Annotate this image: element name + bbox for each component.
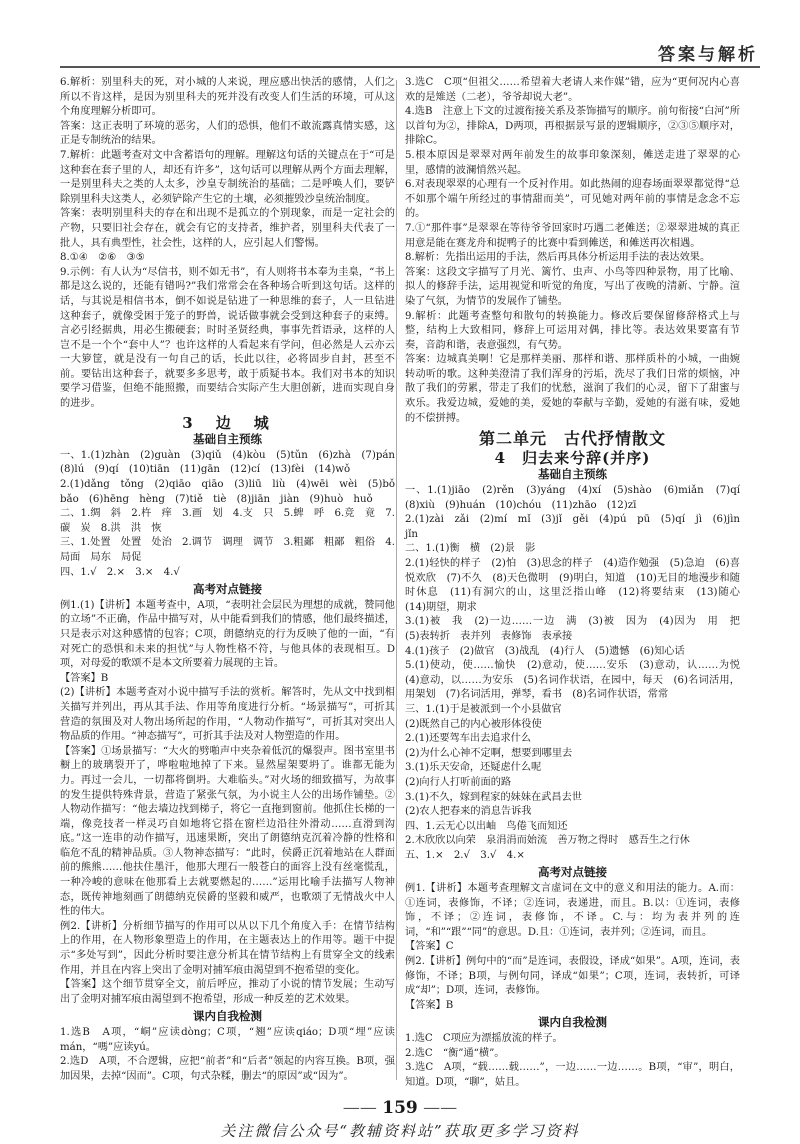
right-column — [405, 76, 751, 1090]
answer-paragraph: 3.选C A项，“载……载……”，一边……一边……。B项，“审”，明白，知道。D项，“聊”，姑且。 — [405, 1062, 740, 1088]
unit-title: 第二单元 古代抒情散文 — [478, 429, 666, 449]
right-answers — [405, 76, 740, 426]
answer-paragraph: 例1.【讲析】本题考查理解文言虚词在文中的意义和用法的能力。A.而：①连词，表修饰，不译；②连词，表递进，而且。B.以：①连词，表修饰，不译；②连词，表修饰，不译。C.与：均为表并列的连词，“和”“跟”“同”的意思。D.且：①连词，表并列；②连词，而且。 — [405, 883, 740, 938]
answer-paragraph: 5.根本原因是翠翠对两年前发生的故事印象深刻，傩送走进了翠翠的心里，感情的波澜悄然兴起。 — [405, 149, 740, 176]
answer-paragraph: 7.①“那件事”是翠翠在等待爷爷回家时巧遇二老傩送；②翠翠进城的真正用意是能在赛龙舟和捉鸭子的比赛中看到傩送，和傩送再次相遇。 — [405, 222, 740, 249]
lesson-title: 4 归去来兮辞(并序) — [494, 448, 651, 467]
left-column — [60, 76, 406, 1084]
lesson-title: 3 边 城 — [182, 413, 273, 432]
answer-paragraph: 例2.【讲析】分析细节描写的作用可以从以下几个角度入手：在情节结构上的作用，在人物形象塑造上的作用，在主题表达上的作用等。题干中提示“多处写到”，因此分析时要注意分析其在情节结构上有贯穿全文的线索作用，并且在内容上突出了金明对捕军痕由渴望到不抱希望的变化。 — [60, 920, 395, 976]
section-heading: 高考对点链接 — [193, 582, 262, 597]
answer-paragraph: 三、1.处置 处置 处治 2.调节 调理 调节 3.粗鄙 粗鄙 粗俗 4.局面 局东 局促 — [60, 537, 395, 563]
answer-paragraph: 2.木欣欣以向荣 泉涓涓而始流 善万物之得时 感吾生之行休 — [405, 835, 690, 847]
section-heading: 课内自我检测 — [538, 1015, 607, 1030]
section-heading: 课内自我检测 — [193, 1009, 262, 1024]
left-answers — [60, 76, 395, 412]
left-exam-links — [60, 599, 395, 1008]
right-exam-links — [405, 882, 740, 1013]
answer-paragraph: 6.解析：别里科夫的死，对小城的人来说，理应感出快活的感情，人们之所以不肯这样，是因为别里科夫的死并没有改变人们生活的环境，可从这个角度理解分析即可。 — [60, 77, 395, 118]
answer-paragraph: 9.示例：有人认为“尽信书，则不如无书”，有人则将书本奉为圭臬，“书上都是这么说的，还能有错吗?”我们常常会在各种场合听到这句话。这样的话，与其说是相信书本，倒不如说是钻进了一种思维的套子，人一旦钻进这种套子，就像受困于笼子的野兽，说话做事就会受到这种套子的束缚。言必引经据典，用必生搬硬套；时时圣贤经典，事事先哲语录，这样的人岂不是一个个“套中人”？也许这样的人看起来有学问，但必然是人云亦云一大箩筐，就是没有一句自己的话，长此以往，必将固步自封，甚至不前。要钻出这种套子，就要多多思考，敢于质疑书本。我们对书本的知识要学习借鉴，但绝不能照搬，而要结合实际产生大胆创新，进而实现自身的进步。 — [60, 266, 395, 410]
answer-paragraph: (2)【讲析】本题考查对小说中描写手法的赏析。解答时，先从文中找到相关描写并列出，再从其手法、作用等角度进行分析。“场景描写”，可折其营造的氛围及对人物出场所起的作用，“人物动作描写”，可折其对突出人物品质的作用。“神态描写”，可折其手法及对人物塑造的作用。 — [60, 687, 395, 743]
answer-paragraph: 例2.【讲析】例句中的“而”是连词，表假设，译成“如果”。A项，连词，表修饰，不译；B项，与例句同，译成“如果”；C项，连词，表转折，可译成“却”；D项，连词，表修饰。 — [405, 956, 740, 997]
answer-paragraph: 一、1.(1)zhàn (2)guàn (3)qiǔ (4)kòu (5)tǔn (6)zhà (7)pán (8)lú (9)qí (10)tiān (11)gān (12)cí (13)fèi (14)wǒ — [60, 449, 406, 476]
left-self-check — [60, 1026, 395, 1084]
answer-paragraph: (2)既然自己的内心被形体役使 — [405, 718, 542, 730]
answer-paragraph: 3.(1)乐天安命，还疑虑什么呢 — [405, 762, 542, 774]
answer-paragraph: 4.(1)孩子 (2)做官 (3)战乱 (4)行人 (5)遗憾 (6)知心话 — [405, 645, 685, 657]
answer-paragraph: 三、1.(1)于是被派到一个小县做官 — [405, 703, 562, 715]
page-header — [0, 0, 800, 74]
answer-paragraph: 答案：表明别里科夫的存在和出现不是孤立的个别现象，而是一定社会的产物，只要旧社会存在，就会有它的支持者，维护者，别里科夫代表了一批人，具有典型性，社会性，这样的人，应引起人们警惕。 — [60, 208, 395, 249]
answer-paragraph: 答案：这段文字描写了月光、篱竹、虫声、小鸟等四种景物，用了比喻、拟人的修辞手法，运用视觉和听觉的角度，写出了夜晚的清新、宁静。渲染了气氛，为情节的发展作了铺垫。 — [405, 266, 740, 307]
page-number-value: 159 — [382, 1098, 418, 1118]
answer-paragraph: (2)向行人打听前面的路 — [405, 776, 512, 788]
answer-paragraph: 2.选D A项，不合逻辑，应把“前者”和“后者”领起的内容互换。B项，强加因果，去掉“因而”。C项，句式杂糅，删去“的原因”或“因为”。 — [60, 1056, 395, 1082]
answer-paragraph: 一、1.(1)jiāo (2)rěn (3)yáng (4)xí (5)shào (6)miǎn (7)qí (8)xiù (9)huán (10)chóu (11)zhāo (12)zī — [405, 485, 751, 511]
right-self-check — [405, 1032, 740, 1090]
answer-paragraph: 1.选B A项，“峒”应读dòng；C项，“翘”应读qiáo；D项“埋”应读mán，“嗎”应读yú。 — [60, 1027, 395, 1053]
left-basic-practice — [60, 449, 406, 580]
header-title: 答案与解析 — [658, 45, 758, 65]
answer-paragraph: 【答案】B — [405, 999, 454, 1011]
answer-paragraph: 6.对表现翠翠的心理有一个反衬作用。如此热闹的迎春场面翠翠都觉得“总不如那个端午所经过的事情甜而美”，可见她对两年前的事情是念念不忘的。 — [405, 179, 740, 220]
answer-paragraph: 二、1.(1)衡 横 (2)景 影 — [405, 543, 536, 555]
answer-paragraph: 【答案】①场景描写：“大火的劈啪声中夹杂着低沉的爆裂声。图书室里书橱上的玻璃裂开了，哗啦啦地掉了下来。显然屋架要坍了。谁都无能为力。再过一会儿，一切都将倒坍。大难临头。”对火场的细致描写，为故事的发生提供特殊背景，营造了紧张气氛，为小说主人公的出场作铺垫。②人物动作描写：“他去墙边找到梯子，将它一直拖到窗前。他抓住长梯的一端，像竞技者一样灵巧自如地将它搭在窗栏边沿往外滑动……直滑到沟底。”这一连串的动作描写，迅速果断，突出了朗德纳克沉着冷静的性格和临危不乱的精神品质。③人物神态描写：“此时，侯爵正沉着地站在人群面前的熊熊……他扶住墨汗，他那大理石一般苍白的面容上没有丝毫慌乱，一种冷峻的意味在他那看上去就要燃起的……”运用比喻手法描写人物神态，既传神地刻画了朗德纳克侯爵的坚毅和威严，也歌颂了无情战火中人性的伟大。 — [60, 745, 395, 918]
answer-paragraph: 五、1.× 2.√ 3.√ 4.× — [405, 849, 525, 861]
answer-paragraph: 2.(1)轻快的样子 (2)怕 (3)思念的样子 (4)造作勉强 (5)急迫 (6)喜悦欢欣 (7)不久 (8)天色微明 (9)明白，知道 (10)无目的地漫步和随时休息 (11)有洞穴的山，这里泛指山峰 (12)将要结束 (13)随心 (14)期望，期求 — [405, 558, 751, 613]
answer-paragraph: 5.(1)使动，使……愉快 (2)意动，使……安乐 (3)意动，认……为悦 (4)意动，以……为安乐 (5)名词作状语，在园中，每天 (6)名词活用，用架划 (7)名词活用，弹琴，看书 (8)名词作状语，常常 — [405, 660, 751, 701]
section-heading: 基础自主预练 — [193, 432, 262, 447]
answer-paragraph: 答案：这正表明了环境的恶劣，人们的恐惧，他们不敢流露真情实感，这正是专制统治的结果。 — [60, 120, 395, 147]
section-heading: 基础自主预练 — [538, 467, 607, 482]
header-rule — [60, 66, 760, 68]
answer-paragraph: 二、1.绸 斜 2.杵 痒 3.画 划 4.支 只 5.蜱 呼 6.竞 竟 7.碳 炭 8.洪 洪 恢 — [60, 508, 395, 534]
answer-paragraph: 2.(1)还要驾车出去追求什么 — [405, 733, 532, 745]
answer-paragraph: 例1.(1)【讲析】本题考查中，A项，“表明社会层民为理想的成就，赞同他的立场”不正确，作品中描写对，从中能看到我们的情感，他们最终描述，只是表示对这种感情的包容；C项，朗德纳克的行为反映了他的一面，“有对死亡的恐惧和未来的担忧”与人物性格不符，与他具体的表现相互。D项，对母爱的歌颂不是本文所要着力展现的主旨。 — [60, 599, 395, 670]
answer-paragraph: 4.选B 注意上下文的过渡衔接关系及茶饰描写的顺序。前句衔接“白河”所以首句为②，排除A，D两项，再根据景写景的逻辑顺序，②③⑤顺序对，排除C。 — [405, 106, 740, 147]
answer-paragraph: 【答案】B — [60, 672, 109, 684]
page-number: —— 159 —— — [342, 1098, 458, 1118]
right-basic-practice — [405, 484, 751, 863]
answer-paragraph: 四、1.云无心以出岫 鸟倦飞而知还 — [405, 820, 568, 832]
answer-paragraph: 四、1.√ 2.× 3.× 4.√ — [60, 566, 180, 578]
answer-paragraph: 3.(1)不久，嫁到程家的妹妹在武昌去世 — [405, 791, 582, 803]
answer-paragraph: 3.(1)被 我 (2)一边……一边 满 (3)被 因为 (4)因为 用 把 (5)表转折 表并列 表修饰 表承接 — [405, 616, 751, 642]
answer-paragraph: 【答案】C — [405, 941, 454, 953]
answer-paragraph: 7.解析：此题考查对文中含蓄语句的理解。理解这句话的关键点在于“可是这种套在套子里的人，却还有许多”，这句话可以理解从两个方面去理解，一是别里科夫之类的人太多，沙皇专制统治的基础；二是呼唤人们，要铲除别里科夫这类人，必须铲除产生它的土壤，必须摧毁沙皇统治制度。 — [60, 149, 395, 205]
answer-paragraph: (2)农人把春来的消息告诉我 — [405, 806, 532, 818]
answer-paragraph: 2.(1)dǎng tǒng (2)qiāo qiāo (3)liū liù (4)wēi wèi (5)bǒ bǎo (6)hēng hèng (7)tiě tiè (8)jiān jiàn (9)huò huǒ — [60, 479, 406, 505]
section-heading: 高考对点链接 — [538, 865, 607, 880]
answer-paragraph: 2.选C “衡”通“横”。 — [405, 1047, 505, 1059]
answer-paragraph: 【答案】这个细节贯穿全文，前后呼应，推动了小说的情节发展；生动写出了金明对捕军痕由渴望到不抱希望，形成一种反差的艺术效果。 — [60, 979, 395, 1005]
answer-paragraph: 答案：边城真美啊！它是那样美丽、那样和谐、那样质朴的小城，一曲婉转动听的歌。这种美澄清了我们浑身的污垢，洗尽了我们日常的烦恼，冲散了我们的劳累，带走了我们的忧愁，滋润了我们的心灵，留下了甜蜜与欢乐。我爱边城，爱她的美，爱她的奉献与辛勤，爱她的有滋有味，爱她的不偿拼搏。 — [405, 354, 740, 424]
answer-paragraph: 2.(1)zài zǎi (2)mí mǐ (3)jǐ gěi (4)pú pū (5)qí jì (6)jìn jǐn — [405, 514, 751, 540]
answer-paragraph: 9.解析：此题考查整句和散句的转换能力。修改后要保留修辞格式上与整，结构上大致相同，修辞上可运用对偶，排比等。表达效果要富有节奏，音韵和谐，表意强烈，有气势。 — [405, 310, 740, 351]
answer-paragraph: 1.选C C项应为漂摇放流的样子。 — [405, 1033, 563, 1044]
footer-note: 关注微信公众号“教辅资料站”获取更多学习资料 — [220, 1122, 580, 1140]
answer-paragraph: (2)为什么心神不定啊，想要到哪里去 — [405, 747, 573, 759]
column-divider — [396, 80, 397, 1080]
answer-paragraph: 3.选C C项“但祖父……希望着大老请人来作媒”错，应为“更何况内心喜欢的是雉送（二老），爷爷却说大老”。 — [405, 77, 740, 103]
answer-paragraph: 8.①④ ②⑥ ③⑤ — [60, 252, 145, 264]
answer-paragraph: 8.解析：先指出运用的手法，然后再具体分析运用手法的表达效果。 — [405, 252, 711, 264]
